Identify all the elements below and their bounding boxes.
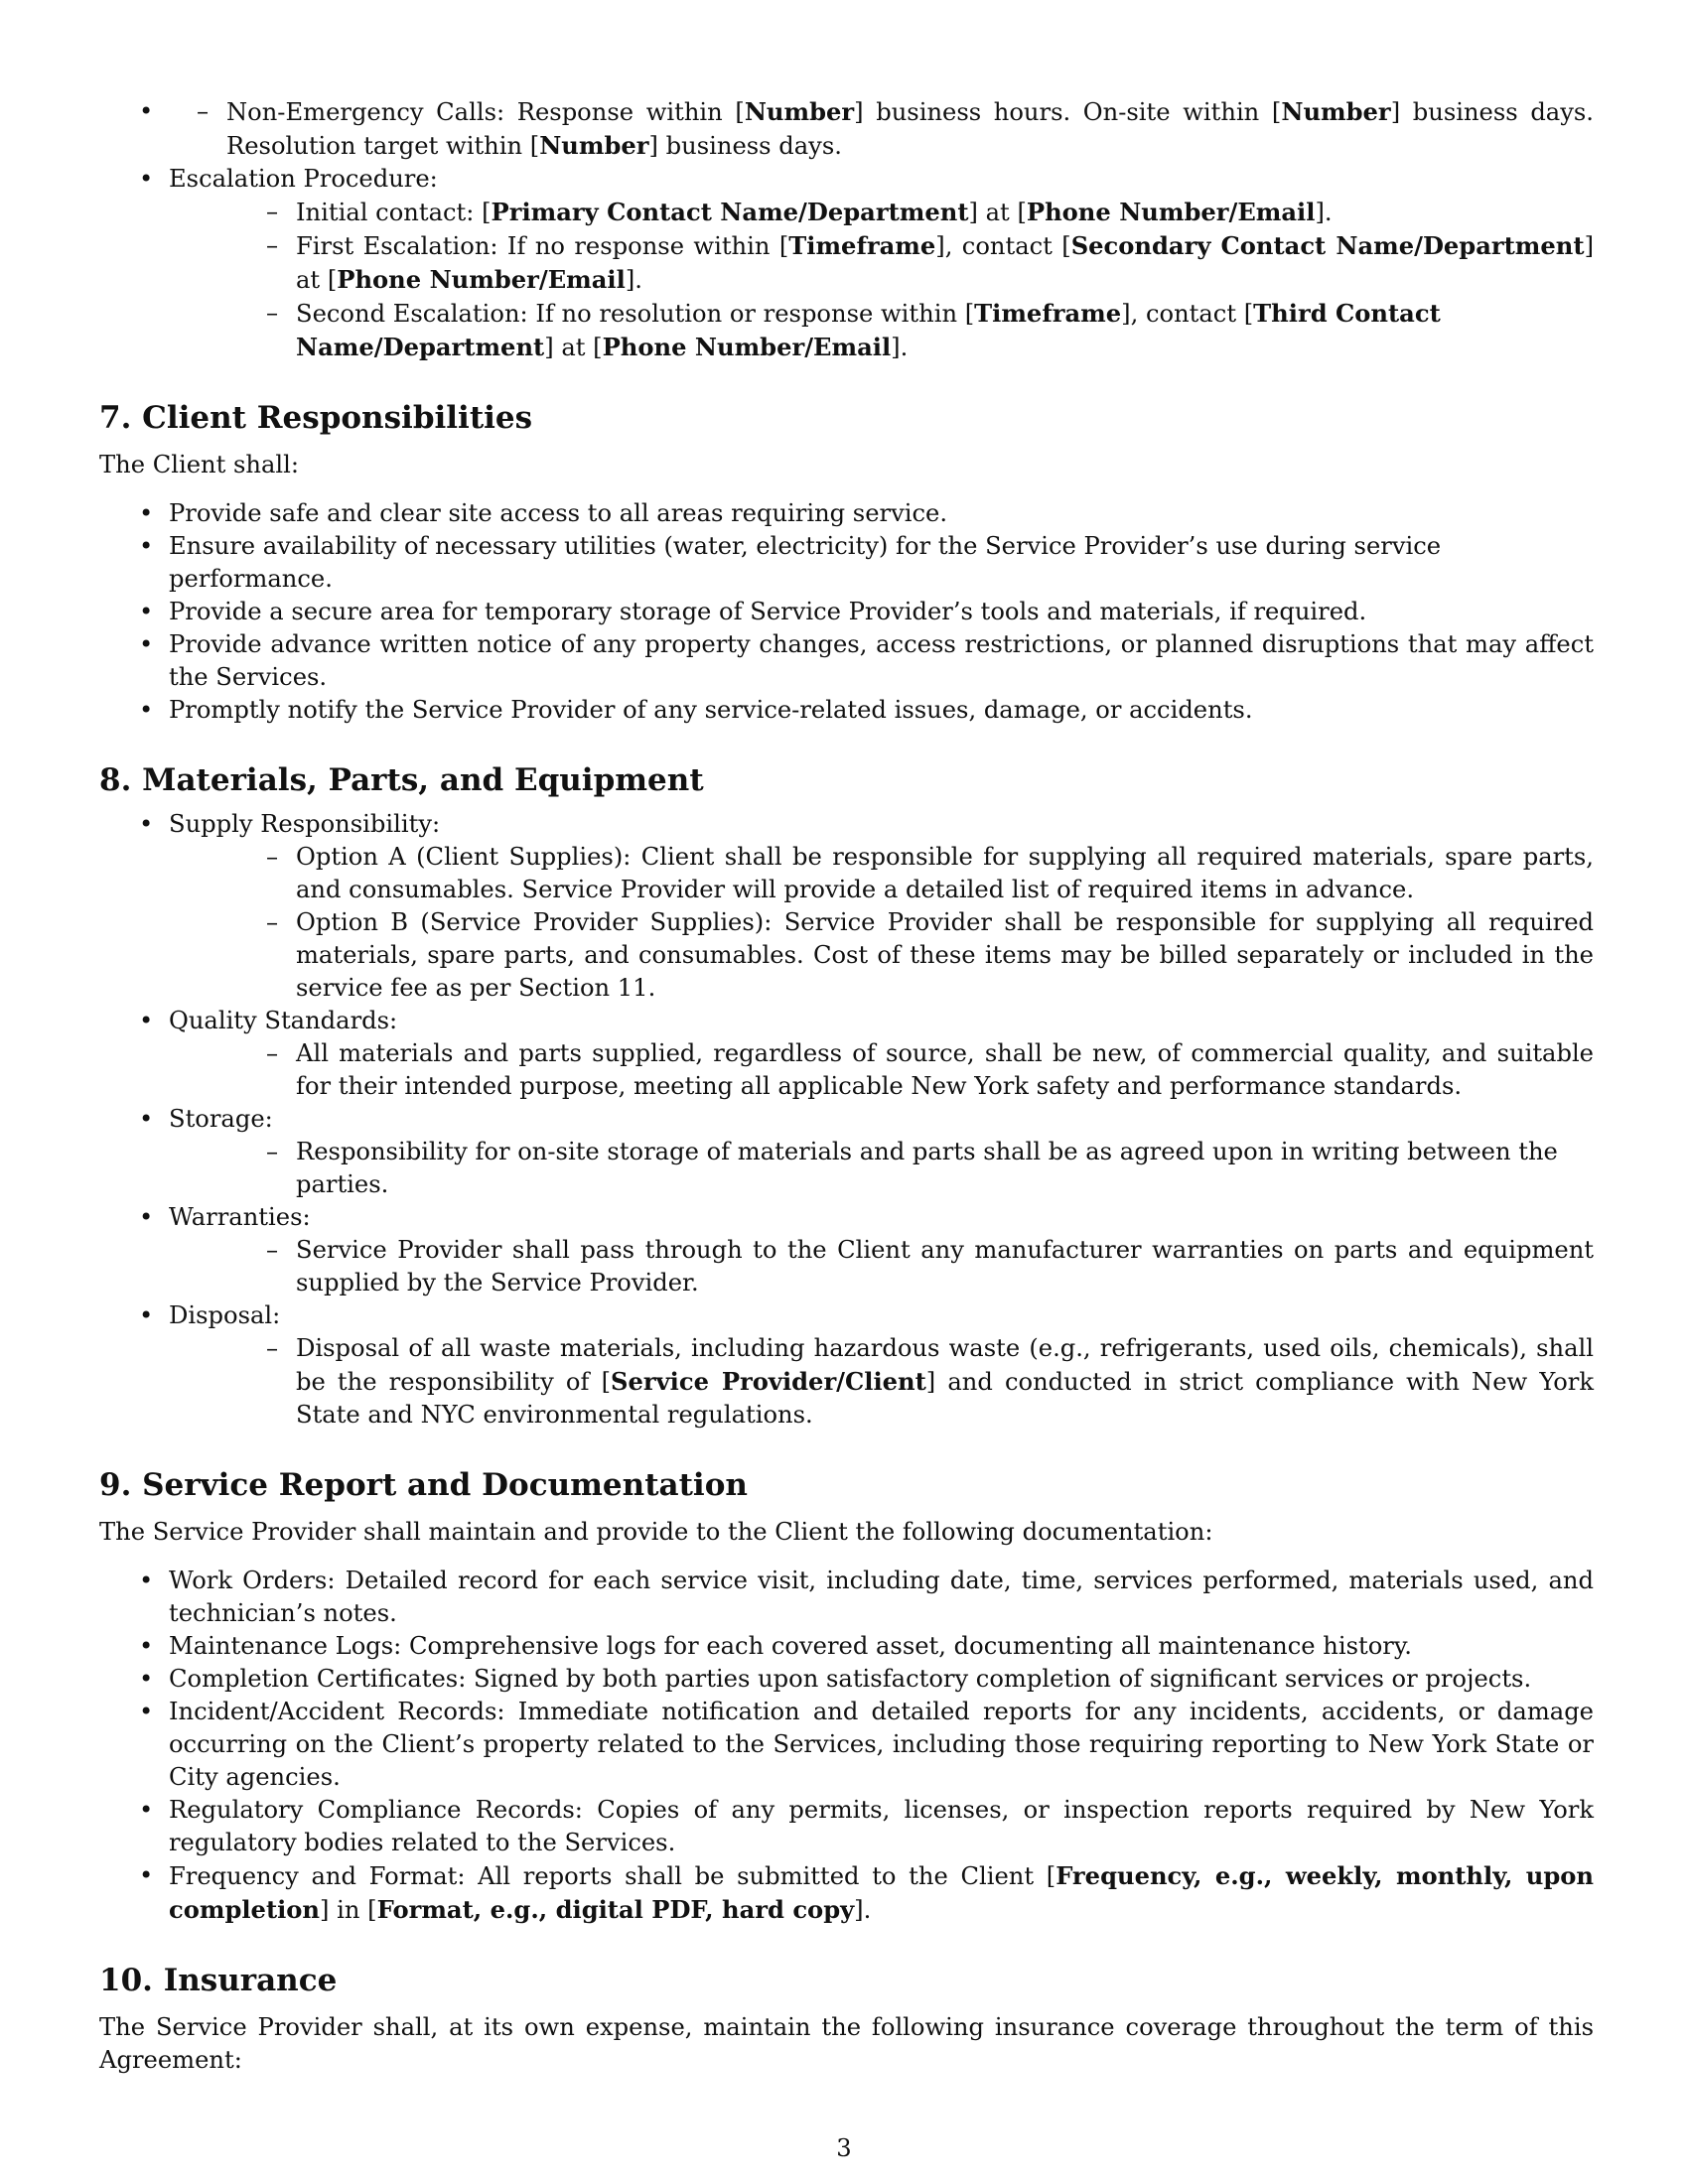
storage-item: • Storage: – Responsibility for on-site storage of materials and parts shall be as agreed upon in writing between the parties. bbox=[99, 1103, 1594, 1201]
option-b-item: – Option B (Service Provider Supplies): Service Provider shall be responsible for supplying all required materials, spare parts, and consumables. Cost of these items may be billed separately or included in the service fee as per Section 11. bbox=[169, 906, 1594, 1005]
client-responsibilities-list bbox=[99, 497, 1594, 727]
list-item: • Work Orders: Detailed record for each service visit, including date, time, services performed, materials used, and technician’s notes. bbox=[99, 1565, 1594, 1630]
escalation-list bbox=[99, 95, 1594, 364]
document-page bbox=[99, 95, 1594, 2077]
warranties-item: • Warranties: – Service Provider shall pass through to the Client any manufacturer warranties on parts and equipment supplied by the Service Provider. bbox=[99, 1201, 1594, 1299]
quality-detail-item: – All materials and parts supplied, regardless of source, shall be new, of commercial quality, and suitable for their intended purpose, meeting all applicable New York safety and performance standards. bbox=[169, 1037, 1594, 1103]
materials-list bbox=[99, 808, 1594, 1432]
section-10-heading: 10. Insurance bbox=[99, 1963, 338, 1998]
list-item: • Ensure availability of necessary utilities (water, electricity) for the Service Provider’s use during service performance. bbox=[99, 530, 1594, 596]
list-item: • Completion Certificates: Signed by both parties upon satisfactory completion of significant services or projects. bbox=[99, 1663, 1594, 1696]
escalation-procedure-item: • Escalation Procedure: – Initial contact: [Primary Contact Name/Department] at [Phone Number/Email]. – First Escalation: If no response within [Timeframe], contact [Secondary Contact Name/Department] at [Phone Number/Email]. – Second Escalation: If no resolution or response within [Timeframe], contact [Third Contact Name/Department] at [Phone Number/Email]. bbox=[99, 163, 1594, 364]
supply-responsibility-item: • Supply Responsibility: – Option A (Client Supplies): Client shall be responsible for supplying all required materials, spare parts, and consumables. Service Provider will provide a detailed list of required items in advance. – Option B (Service Provider Supplies): Service Provider shall be responsible for supplying all required materials, spare parts, and consumables. Cost of these items may be billed separately or included in the service fee as per Section 11. bbox=[99, 808, 1594, 1005]
non-emergency-item: – • Non-Emergency Calls: Response within [Number] business hours. On-site within [Number] business days. Resolution target within [Number] business days. bbox=[99, 95, 1594, 163]
first-escalation-item: – First Escalation: If no response within [Timeframe], contact [Secondary Contact Name/Department] at [Phone Number/Email]. bbox=[169, 229, 1594, 297]
list-item: • Provide advance written notice of any property changes, access restrictions, or planned disruptions that may affect the Services. bbox=[99, 628, 1594, 694]
list-item: • Promptly notify the Service Provider of any service-related issues, damage, or accidents. bbox=[99, 694, 1594, 727]
initial-contact-item: – Initial contact: [Primary Contact Name/Department] at [Phone Number/Email]. bbox=[169, 196, 1594, 229]
list-item: • Regulatory Compliance Records: Copies of any permits, licenses, or inspection reports required by New York regulatory bodies related to the Services. bbox=[99, 1794, 1594, 1859]
quality-standards-item: • Quality Standards: – All materials and parts supplied, regardless of source, shall be new, of commercial quality, and suitable for their intended purpose, meeting all applicable New York safety and performance standards. bbox=[99, 1005, 1594, 1103]
page-number: 3 bbox=[836, 2134, 852, 2162]
section-7-heading: 7. Client Responsibilities bbox=[99, 400, 533, 436]
list-item: • Incident/Accident Records: Immediate notification and detailed reports for any incidents, accidents, or damage occurring on the Client’s property related to the Services, including those requiring reporting to New York State or City agencies. bbox=[99, 1696, 1594, 1794]
list-item: • Provide a secure area for temporary storage of Service Provider’s tools and materials, if required. bbox=[99, 596, 1594, 628]
documentation-list bbox=[99, 1565, 1594, 1927]
section-7-intro: The Client shall: bbox=[99, 451, 300, 478]
frequency-format-item: • Frequency and Format: All reports shall be submitted to the Client [Frequency, e.g., weekly, monthly, upon completion] in [Format, e.g., digital PDF, hard copy]. bbox=[99, 1859, 1594, 1927]
disposal-item: • Disposal: – Disposal of all waste materials, including hazardous waste (e.g., refrigerants, used oils, chemicals), shall be the responsibility of [Service Provider/Client] and conducted in strict compliance with New York State and NYC environmental regulations. bbox=[99, 1299, 1594, 1432]
list-item: • Provide safe and clear site access to all areas requiring service. bbox=[99, 497, 1594, 530]
disposal-detail-item: – Disposal of all waste materials, including hazardous waste (e.g., refrigerants, used oils, chemicals), shall be the responsibility of [Service Provider/Client] and conducted in strict compliance with New York State and NYC environmental regulations. bbox=[169, 1332, 1594, 1432]
section-10-intro: The Service Provider shall, at its own expense, maintain the following insurance coverage throughout the term of this Agreement: bbox=[99, 2013, 1594, 2074]
storage-detail-item: – Responsibility for on-site storage of materials and parts shall be as agreed upon in writing between the parties. bbox=[169, 1136, 1594, 1201]
warranties-detail-item: – Service Provider shall pass through to the Client any manufacturer warranties on parts and equipment supplied by the Service Provider. bbox=[169, 1234, 1594, 1299]
second-escalation-item: – Second Escalation: If no resolution or response within [Timeframe], contact [Third Contact Name/Department] at [Phone Number/Email]. bbox=[169, 297, 1594, 364]
list-item: • Maintenance Logs: Comprehensive logs for each covered asset, documenting all maintenance history. bbox=[99, 1630, 1594, 1663]
option-a-item: – Option A (Client Supplies): Client shall be responsible for supplying all required materials, spare parts, and consumables. Service Provider will provide a detailed list of required items in advance. bbox=[169, 841, 1594, 906]
list-item bbox=[99, 95, 1594, 163]
section-8-heading: 8. Materials, Parts, and Equipment bbox=[99, 762, 704, 798]
section-9-heading: 9. Service Report and Documentation bbox=[99, 1467, 748, 1503]
section-9-intro: The Service Provider shall maintain and provide to the Client the following documentation: bbox=[99, 1518, 1213, 1546]
